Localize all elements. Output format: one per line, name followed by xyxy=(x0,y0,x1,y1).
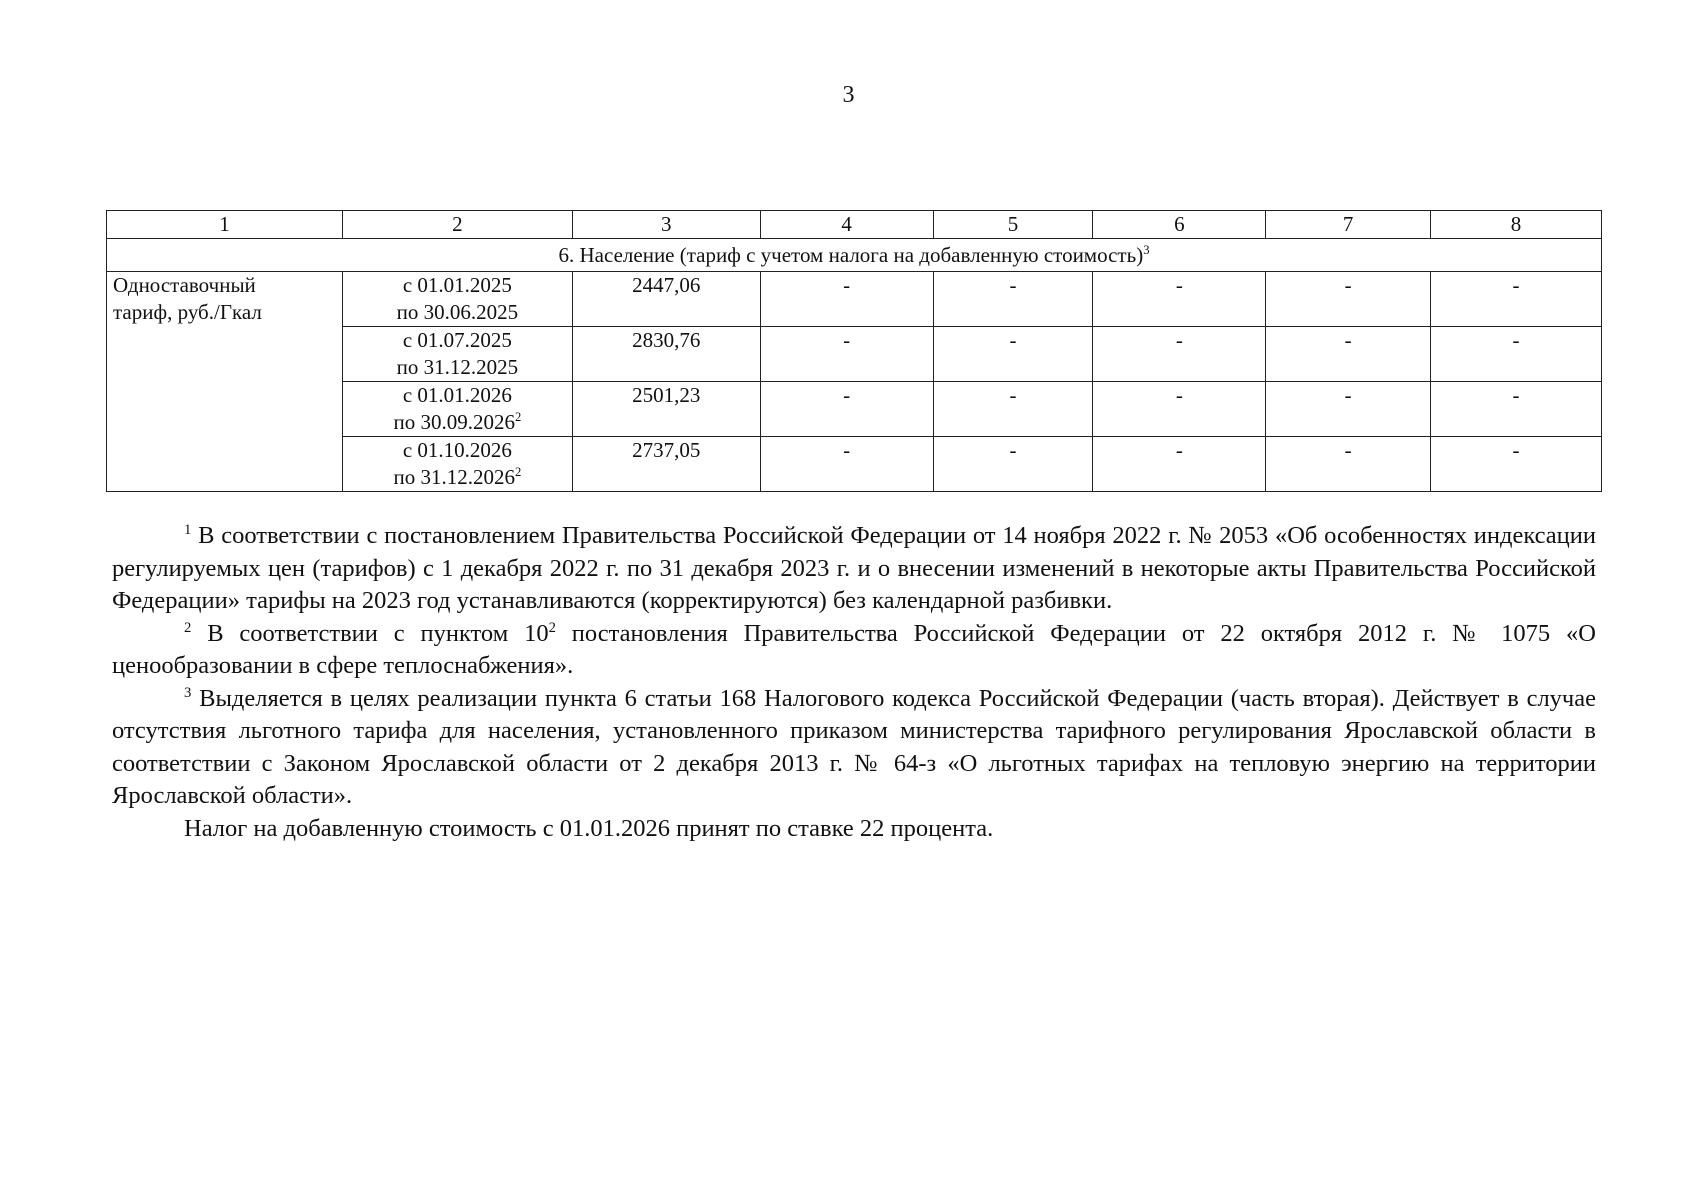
column-number: 6 xyxy=(1093,211,1266,239)
empty-cell: - xyxy=(1266,437,1431,492)
tariff-table xyxy=(106,210,1602,492)
table-header-row xyxy=(107,211,1602,239)
tariff-value: 2447,06 xyxy=(572,272,760,327)
column-number: 2 xyxy=(342,211,572,239)
period-cell: с 01.10.2026 по 31.12.2026$^2$ xyxy=(342,437,572,492)
empty-cell: - xyxy=(1431,272,1602,327)
footnote-marker: 3 xyxy=(184,684,192,701)
section-title: 6. Население (тариф с учетом налога на добавленную стоимость)$^3$ xyxy=(107,239,1602,272)
empty-cell: - xyxy=(1266,272,1431,327)
vat-note: Налог на добавленную стоимость с 01.01.2026 принят по ставке 22 процента. xyxy=(184,814,994,842)
footnote-2: $^2$ В соответствии с пунктом $10^2$ постановления Правительства Российской Федерации от 22 октября 2012 г. № 1075 «О ценообразовании в сфере теплоснабжения». xyxy=(112,619,1596,679)
column-number: 4 xyxy=(760,211,933,239)
footnote-3: $^3$ Выделяется в целях реализации пункта 6 статьи 168 Налогового кодекса Российской Федерации (часть вторая). Действует в случае отсутствия льготного тарифа для населения, установленного приказом министерства тарифного регулирования Ярославской области в соответствии с Законом Ярославской области от 2 декабря 2013 г. № 64-з «О льготных тарифах на тепловую энергию на территории Ярославской области». xyxy=(112,684,1597,809)
column-number: 5 xyxy=(933,211,1093,239)
period-cell: с 01.07.2025 по 31.12.2025 xyxy=(342,327,572,382)
empty-cell: - xyxy=(1093,327,1266,382)
row-label: Одноставочный тариф, руб./Гкал xyxy=(107,272,343,492)
empty-cell: - xyxy=(933,437,1093,492)
footnote-1: $^1$ В соответствии с постановлением Правительства Российской Федерации от 14 ноября 2022 г. № 2053 «Об особенностях индексации регулируемых цен (тарифов) с 1 декабря 2022 г. по 31 декабря 2023 г. и о внесении изменений в некоторые акты Правительства Российской Федерации» тарифы на 2023 год устанавливаются (корректируются) без календарной разбивки. xyxy=(112,521,1597,614)
tariff-value: 2501,23 xyxy=(572,382,760,437)
column-number: 3 xyxy=(572,211,760,239)
column-number: 1 xyxy=(107,211,343,239)
page-number: 3 xyxy=(842,82,855,108)
table-row xyxy=(107,272,1602,327)
footnote-marker: 1 xyxy=(184,521,192,538)
footnotes xyxy=(112,520,1596,845)
column-number: 7 xyxy=(1266,211,1431,239)
empty-cell: - xyxy=(933,382,1093,437)
period-cell: с 01.01.2026 по 30.09.2026$^2$ xyxy=(342,382,572,437)
empty-cell: - xyxy=(760,437,933,492)
empty-cell: - xyxy=(760,327,933,382)
empty-cell: - xyxy=(1093,382,1266,437)
empty-cell: - xyxy=(1266,327,1431,382)
period-cell: с 01.01.2025 по 30.06.2025 xyxy=(342,272,572,327)
empty-cell: - xyxy=(1431,437,1602,492)
empty-cell: - xyxy=(1093,272,1266,327)
tariff-value: 2830,76 xyxy=(572,327,760,382)
footnote-marker: 2 xyxy=(184,619,192,636)
empty-cell: - xyxy=(933,327,1093,382)
tariff-value: 2737,05 xyxy=(572,437,760,492)
section-row xyxy=(107,239,1602,272)
empty-cell: - xyxy=(1431,382,1602,437)
empty-cell: - xyxy=(1431,327,1602,382)
footnote-ref: 3 xyxy=(1143,242,1150,257)
column-number: 8 xyxy=(1431,211,1602,239)
empty-cell: - xyxy=(1093,437,1266,492)
empty-cell: - xyxy=(760,272,933,327)
empty-cell: - xyxy=(933,272,1093,327)
empty-cell: - xyxy=(760,382,933,437)
empty-cell: - xyxy=(1266,382,1431,437)
